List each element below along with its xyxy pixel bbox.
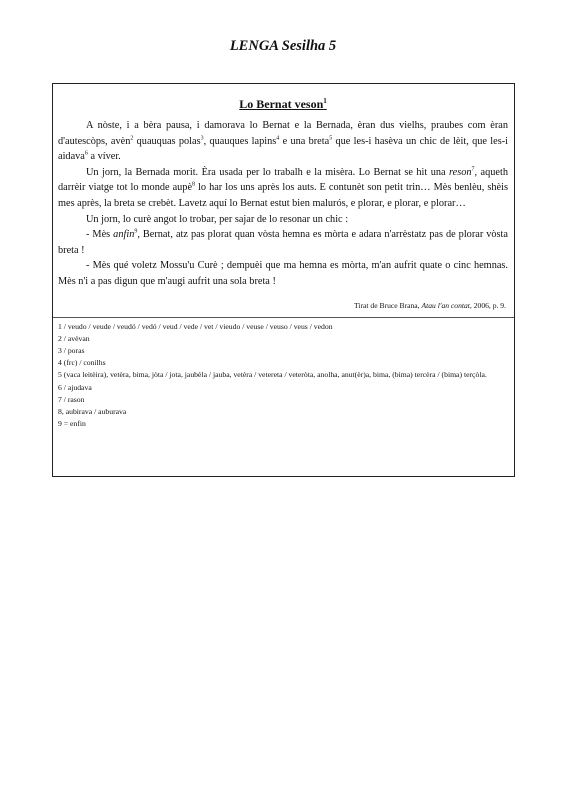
story-paragraph bbox=[58, 165, 508, 212]
story-title bbox=[58, 97, 508, 112]
paragraph-text: - Mès qué voletz Mossu'u Curè ; dempuèi que ma hemna es mòrta, m'an aufrit quate o cinc hemnas. Mès n'i a pas digun que m'augi aufrit una sola breta ! bbox=[58, 260, 508, 287]
story-paragraph bbox=[58, 118, 508, 165]
footnote-marker: 3 bbox=[200, 135, 204, 142]
source-citation bbox=[58, 301, 506, 311]
paragraph-text: que les-i hasèva un chic de lèit, que les-i aidava bbox=[58, 135, 508, 163]
story-paragraph bbox=[58, 212, 508, 228]
footnotes bbox=[53, 317, 514, 431]
paragraph-text: , quauques lapins bbox=[203, 135, 277, 147]
emphasized-word: anfin bbox=[113, 229, 135, 241]
story-title-footnote-marker: 1 bbox=[323, 97, 327, 105]
paragraph-text: e una breta bbox=[279, 135, 330, 147]
page-title: LENGA Sesilha 5 bbox=[229, 38, 337, 54]
paragraph-text: lo har los uns après los auts. E contunèt son petit trin… Mès benlèu, shèis mes après, la breta se crebèt. Lavetz aquí lo Bernat estut bien malurós, e plorar, e plorar, e plorar… bbox=[58, 182, 508, 209]
emphasized-word: reson bbox=[449, 166, 472, 178]
footnote-marker: 2 bbox=[130, 135, 134, 142]
text-box bbox=[52, 83, 515, 477]
paragraph-text: A nòste, i a bèra pausa, i damorava lo Bernat e la Bernada, èran dus vielhs, praubes com èran d'autescòps, avèn bbox=[58, 120, 508, 147]
footnote-marker: 7 bbox=[471, 166, 475, 173]
story-paragraph bbox=[58, 227, 508, 258]
story-title-text: Lo Bernat veson bbox=[239, 97, 324, 111]
footnote-item: 2 / avèvan bbox=[58, 333, 90, 343]
story-paragraph bbox=[58, 258, 508, 289]
paragraph-text: Un jorn, la Bernada morit. Èra usada per lo trabalh e la misèra. Lo Bernat se hit una bbox=[86, 166, 450, 178]
footnote-item: 6 / ajudava bbox=[58, 382, 92, 392]
source-suffix: , 2006, p. 9. bbox=[469, 300, 506, 310]
footnote-item: 1 / veudo / veude / veudó / vedó / veud / vede / vet / vieudo / veuse / veuso / veus / vedon bbox=[58, 321, 333, 331]
footnote-marker: 5 bbox=[329, 135, 333, 142]
paragraph-text: Un jorn, lo curè angot lo trobar, per sajar de lo resonar un chic : bbox=[86, 213, 349, 225]
paragraph-text: quauquas polas bbox=[133, 135, 201, 147]
footnote-item: 3 / poras bbox=[58, 345, 85, 355]
paragraph-text: , aqueth darrèir viatge tot lo monde aupè bbox=[58, 166, 508, 194]
paragraph-text: , Bernat, atz pas plorat quan vòsta hemna es mòrta e adara n'arrèstatz pas de plorar vòsta breta ! bbox=[58, 229, 508, 256]
source-book-title: Atau l'an contat bbox=[421, 300, 470, 310]
footnote-item: 5 (vaca leitèira), vetèra, bima, jòta / jota, jaubèla / jauba, vetèra / vetereta / veteròta, anolha, anut(èr)a, bima, (bima) tercèra / (bima) terçòla. bbox=[58, 370, 487, 380]
footnote-item: 8, aubirava / auburava bbox=[58, 406, 127, 416]
footnote-item: 9 = enfin bbox=[58, 419, 86, 429]
footnote-marker: 8 bbox=[192, 181, 196, 188]
footnote-marker: 9 bbox=[134, 228, 138, 235]
paragraph-text: a víver. bbox=[87, 151, 121, 163]
story-body bbox=[58, 118, 508, 290]
footnote-item: 4 (frc) / conilhs bbox=[58, 358, 106, 368]
paragraph-text: - Mès bbox=[86, 229, 114, 241]
footnote-marker: 4 bbox=[276, 135, 280, 142]
footnote-marker: 6 bbox=[84, 150, 88, 157]
footnote-item: 7 / rason bbox=[58, 394, 85, 404]
source-prefix: Tirat de Bruce Brana, bbox=[354, 300, 420, 310]
